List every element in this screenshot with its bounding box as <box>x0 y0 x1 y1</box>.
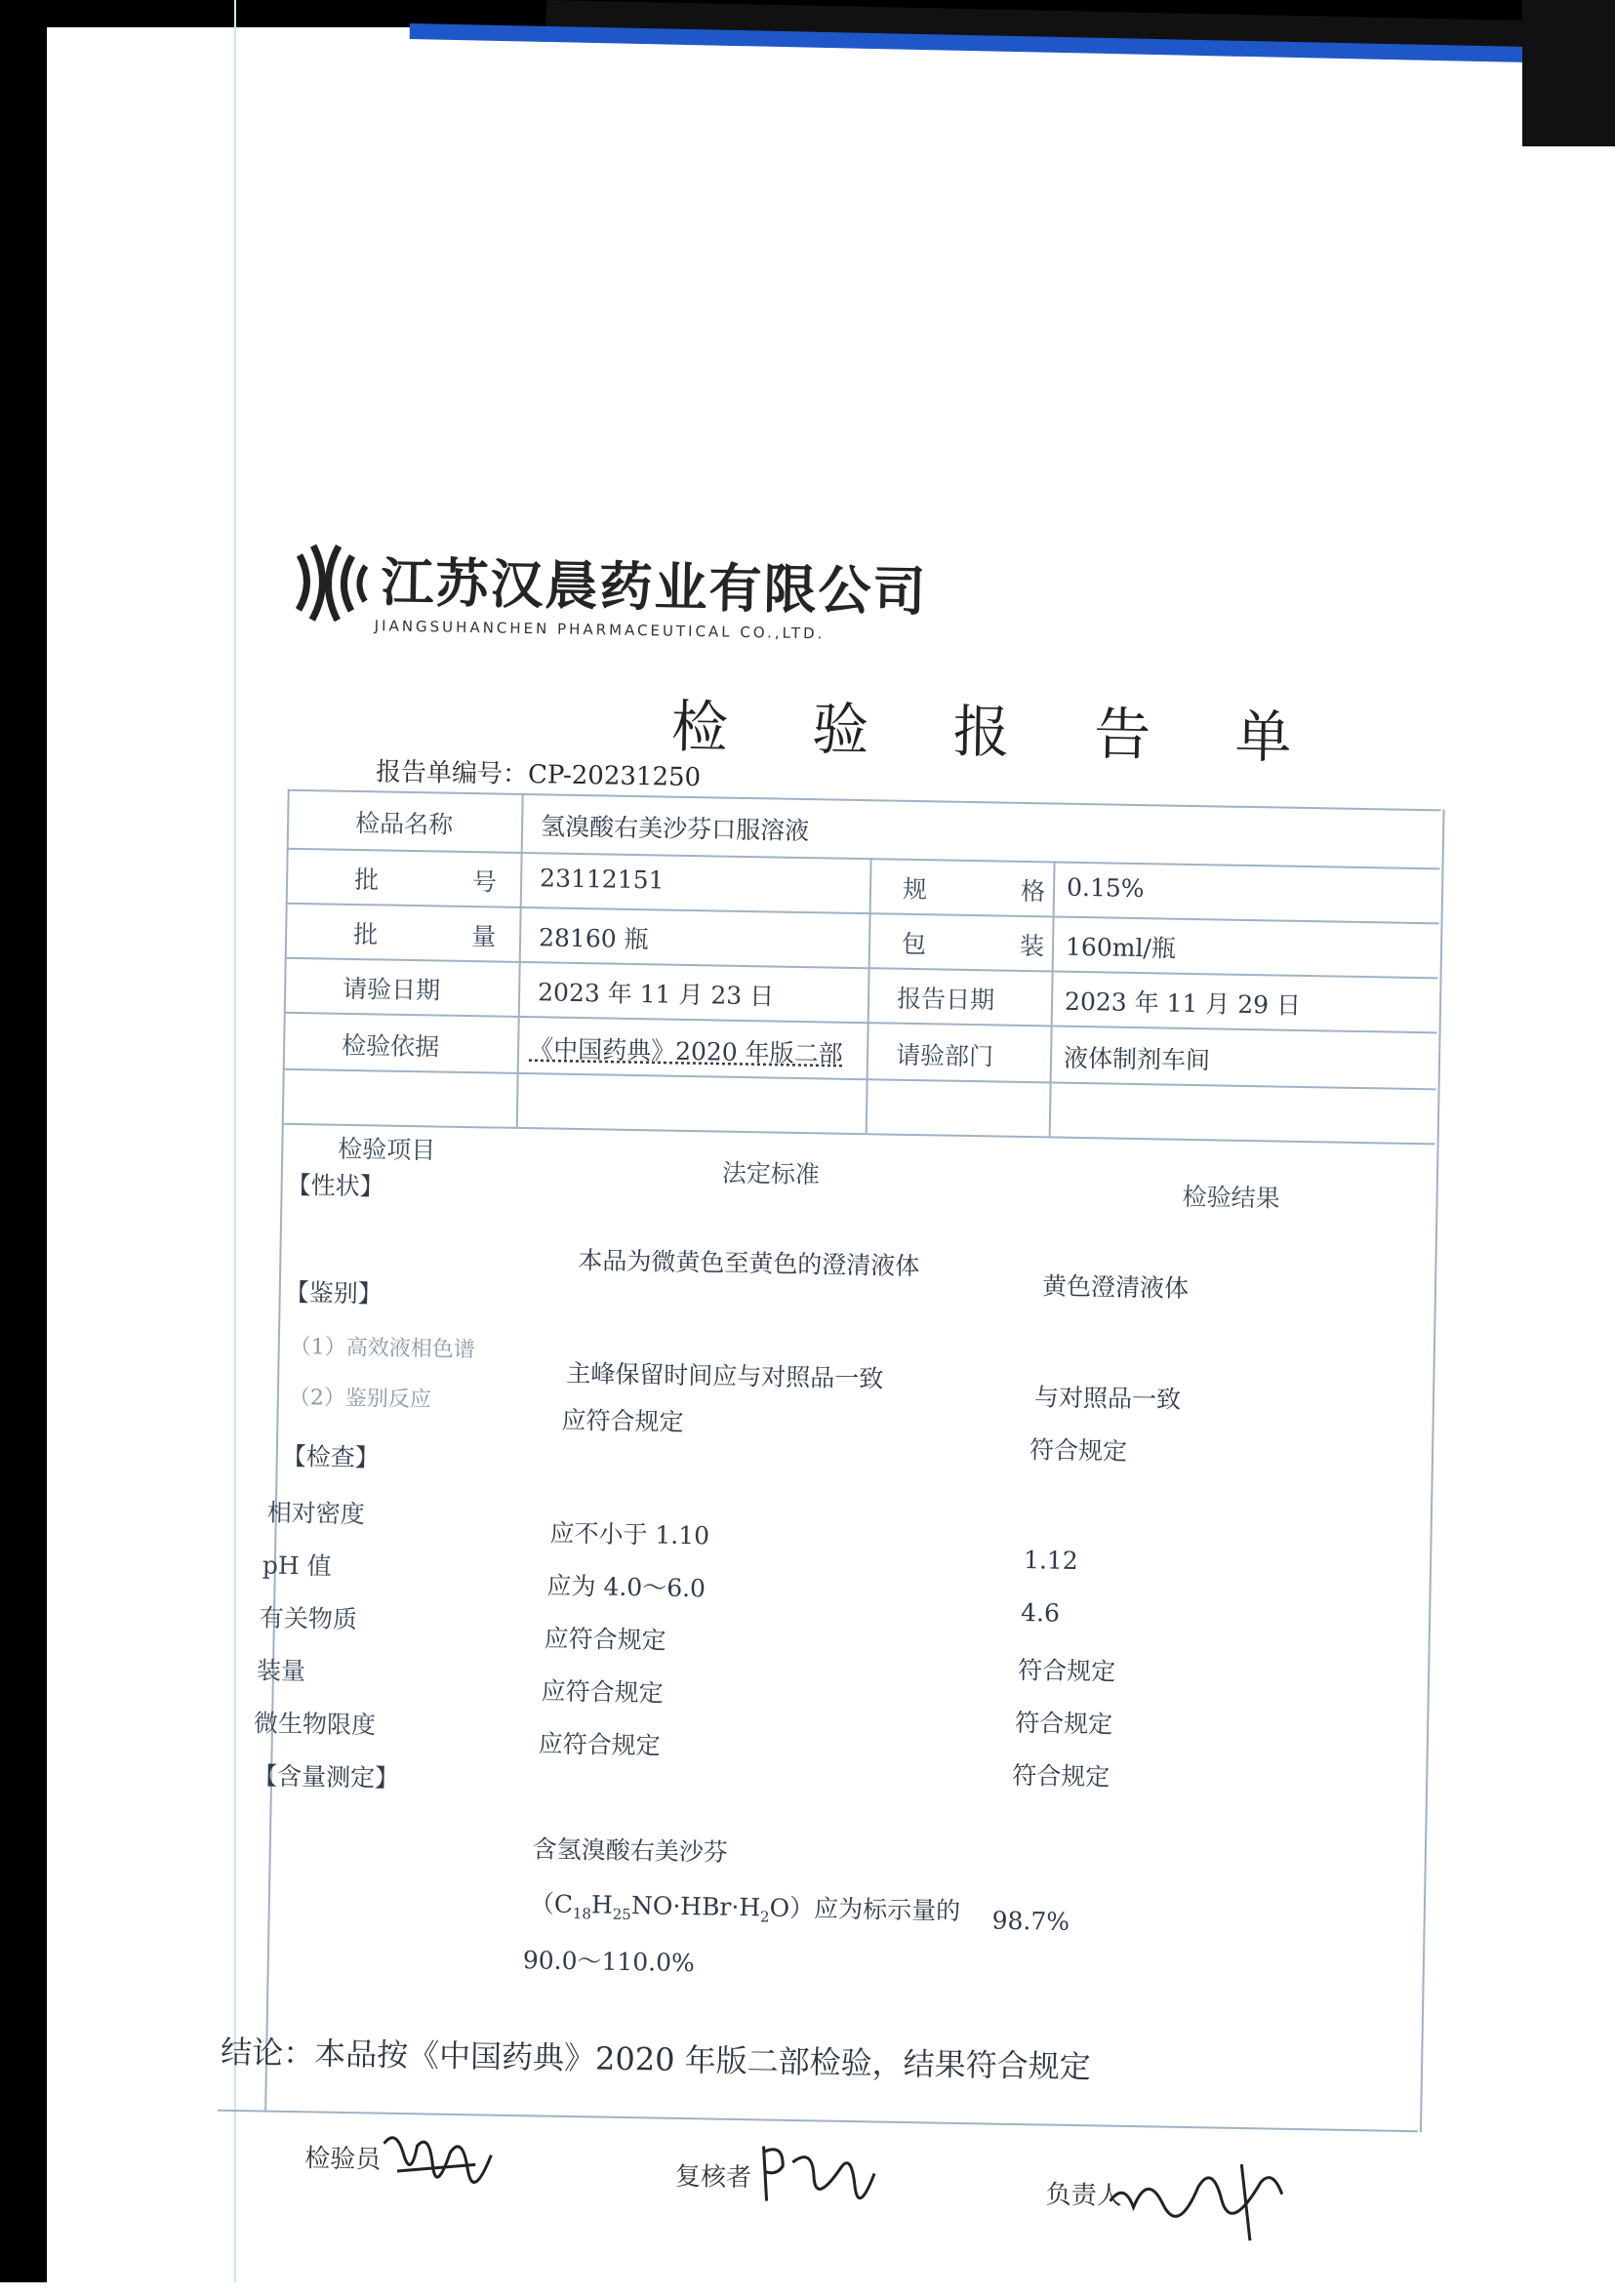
hplc-item: （1）高效液相色谱 <box>289 1334 475 1363</box>
reviewer-label: 复核者 <box>674 2161 752 2194</box>
hplc-standard: 主峰保留时间应与对照品一致 <box>566 1358 884 1393</box>
request-date-value: 2023 年 11 月 23 日 <box>537 978 775 1011</box>
related-standard: 应符合规定 <box>544 1624 666 1655</box>
spec-label: 规 格 <box>902 874 1089 907</box>
assay-standard-line3: 90.0～110.0% <box>522 1946 696 1978</box>
assay-standard-line2: $(C_{18}H_{25}NO\cdot HBr\cdot H_2O)$应为标示量的 <box>529 1889 961 1926</box>
report-date-value: 2023 年 11 月 29 日 <box>1064 987 1302 1020</box>
product-name-label: 检品名称 <box>354 808 454 839</box>
conclusion: 结论：本品按《中国药典》2020 年版二部检验，结果符合规定 <box>220 2033 1091 2086</box>
density-item: 相对密度 <box>266 1498 366 1529</box>
request-date-label: 请验日期 <box>342 974 441 1005</box>
manager-label: 负责人 <box>1045 2180 1122 2211</box>
package-value: 160ml/瓶 <box>1065 932 1177 963</box>
company-name-en: JIANGSUHANCHEN PHARMACEUTICAL CO.,LTD. <box>374 617 826 643</box>
batch-no-label: 批 号 <box>353 865 541 898</box>
fill-result: 符合规定 <box>1014 1708 1113 1739</box>
column-header-standard: 法定标准 <box>721 1158 821 1189</box>
company-logo-icon <box>293 538 373 628</box>
section-assay: 【含量测定】 <box>252 1761 400 1792</box>
fill-item: 装量 <box>256 1656 306 1686</box>
package-label: 包 装 <box>901 929 1088 962</box>
basis-label: 检验依据 <box>341 1030 440 1062</box>
batch-qty-value: 28160 瓶 <box>538 923 649 954</box>
reviewer-signature <box>752 2132 880 2212</box>
section-identification: 【鉴别】 <box>284 1277 384 1309</box>
appearance-standard: 本品为微黄色至黄色的澄清液体 <box>578 1246 920 1281</box>
fill-standard: 应符合规定 <box>541 1676 664 1708</box>
micro-standard: 应符合规定 <box>538 1729 661 1760</box>
ph-result: 4.6 <box>1020 1598 1061 1628</box>
reaction-standard: 应符合规定 <box>561 1405 684 1436</box>
basis-value: 《中国药典》2020 年版二部 <box>528 1034 843 1068</box>
column-header-item: 检验项目 <box>338 1134 436 1165</box>
related-item: 有关物质 <box>259 1603 358 1634</box>
related-result: 符合规定 <box>1017 1655 1116 1686</box>
assay-result: 98.7% <box>991 1906 1070 1936</box>
section-appearance: 【性状】 <box>286 1170 384 1201</box>
inspector-label: 检验员 <box>303 2144 382 2175</box>
report-date-label: 报告日期 <box>896 984 995 1015</box>
appearance-result: 黄色澄清液体 <box>1041 1271 1190 1303</box>
batch-qty-label: 批 量 <box>352 919 540 952</box>
inspector-signature <box>378 2124 496 2195</box>
dept-label: 请验部门 <box>895 1040 994 1071</box>
density-result: 1.12 <box>1023 1546 1078 1576</box>
product-name-value: 氢溴酸右美沙芬口服溶液 <box>540 812 810 846</box>
spec-value: 0.15% <box>1066 872 1145 904</box>
page-title: 检 验 报 告 单 <box>670 693 1326 772</box>
reaction-result: 符合规定 <box>1029 1435 1128 1466</box>
company-logo <box>292 538 928 665</box>
hplc-result: 与对照品一致 <box>1033 1383 1182 1414</box>
assay-standard-line1: 含氢溴酸右美沙芬 <box>532 1834 729 1867</box>
micro-item: 微生物限度 <box>253 1709 377 1740</box>
micro-result: 符合规定 <box>1011 1760 1110 1792</box>
reaction-item: （2）鉴别反应 <box>288 1385 432 1413</box>
density-standard: 应不小于 1.10 <box>549 1518 710 1551</box>
report-number: 报告单编号：CP-20231250 <box>375 757 702 793</box>
ph-item: pH 值 <box>262 1551 332 1581</box>
manager-signature <box>1104 2143 1291 2243</box>
company-name-cn: 江苏汉晨药业有限公司 <box>380 551 928 624</box>
column-header-result: 检验结果 <box>1182 1182 1280 1213</box>
dept-value: 液体制剂车间 <box>1063 1043 1211 1075</box>
batch-no-value: 23112151 <box>539 864 665 895</box>
section-inspection: 【检查】 <box>281 1441 381 1472</box>
ph-standard: 应为 4.0～6.0 <box>546 1571 707 1603</box>
